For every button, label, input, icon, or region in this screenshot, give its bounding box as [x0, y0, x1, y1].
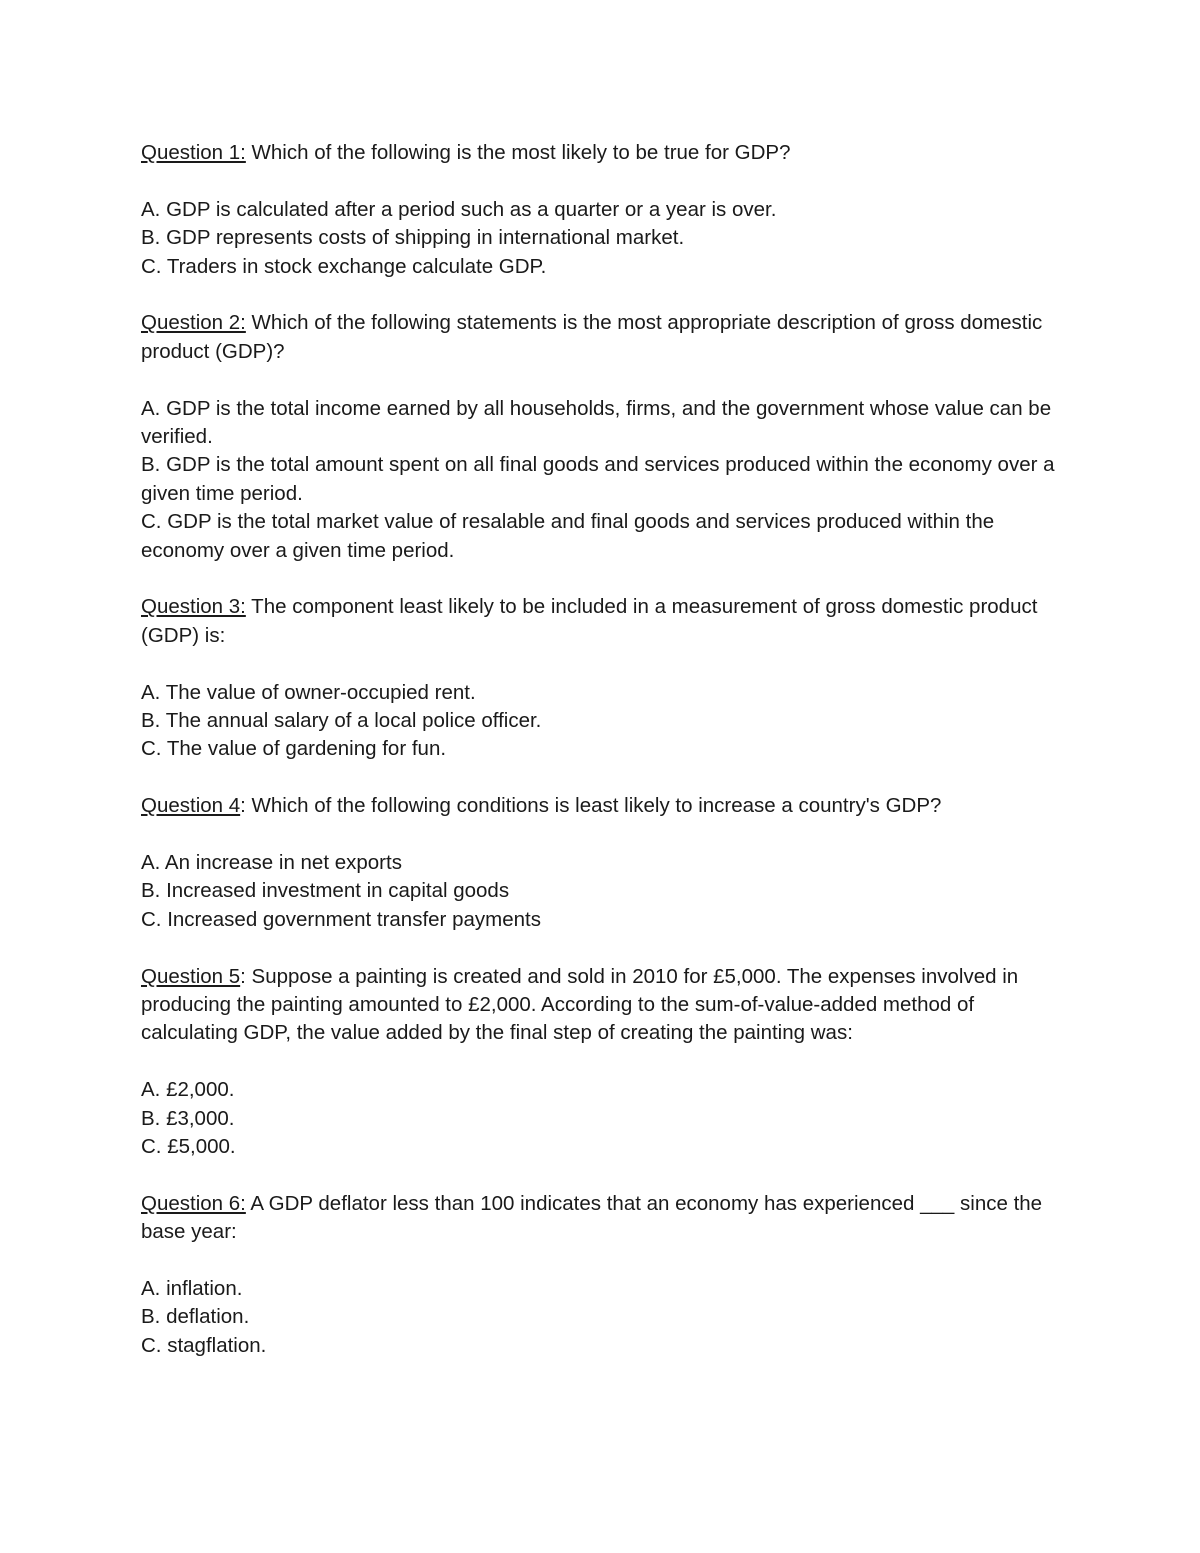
answer-option-a: A. The value of owner-occupied rent. [141, 680, 476, 704]
question-text [141, 963, 1066, 1048]
answer-option-c: C. £5,000. [141, 1135, 236, 1159]
answer-options [141, 1076, 1066, 1161]
answer-options [141, 196, 1066, 281]
answer-option-a: A. inflation. [141, 1277, 243, 1301]
answer-option-a: A. £2,000. [141, 1078, 235, 1102]
question-body: The component least likely to be included in a measurement of gross domestic product (GDP) is: [141, 595, 1038, 647]
question-label: Question 4 [141, 794, 241, 818]
question-body: Which of the following is the most likely to be true for GDP? [245, 141, 791, 164]
question-label: Question 6: [141, 1191, 246, 1215]
question-label: Question 1: [141, 141, 246, 164]
question-4 [141, 792, 1066, 934]
question-text [141, 309, 1066, 366]
answer-option-c: C. Traders in stock exchange calculate GDP. [141, 254, 547, 278]
answer-option-c: C. The value of gardening for fun. [141, 737, 447, 761]
question-body: A GDP deflator less than 100 indicates that an economy has experienced ___ since the base year: [141, 1191, 1043, 1244]
question-2 [141, 309, 1066, 565]
answer-option-a: A. An increase in net exports [141, 851, 402, 875]
answer-option-c: C. stagflation. [141, 1333, 267, 1357]
answer-options [141, 849, 1066, 934]
question-text [141, 139, 1066, 167]
answer-options [141, 395, 1066, 565]
answer-option-a: A. GDP is the total income earned by all households, firms, and the government whose value can be verified. [141, 396, 1052, 449]
question-label: Question 3: [141, 595, 246, 619]
answer-option-b: B. GDP represents costs of shipping in international market. [141, 226, 685, 250]
question-3 [141, 593, 1066, 763]
question-text [141, 1190, 1066, 1247]
answer-options [141, 679, 1066, 764]
answer-option-c: C. Increased government transfer payments [141, 907, 541, 931]
document-page [141, 139, 1066, 1389]
question-body: Which of the following statements is the most appropriate description of gross domestic product (GDP)? [141, 311, 1043, 363]
answer-option-b: B. deflation. [141, 1305, 250, 1329]
question-body: : Which of the following conditions is least likely to increase a country's GDP? [240, 794, 942, 818]
answer-option-b: B. The annual salary of a local police officer. [141, 709, 542, 733]
question-6 [141, 1190, 1066, 1360]
question-label: Question 2: [141, 311, 246, 335]
answer-options [141, 1275, 1066, 1360]
answer-option-b: B. £3,000. [141, 1106, 235, 1130]
question-text [141, 593, 1066, 650]
answer-option-a: A. GDP is calculated after a period such as a quarter or a year is over. [141, 197, 777, 221]
question-body: : Suppose a painting is created and sold in 2010 for £5,000. The expenses involved in producing the painting amounted to £2,000. According to the sum-of-value-added method of calculating GDP, the value added by the final step of creating the painting was: [141, 964, 1019, 1045]
answer-option-b: B. Increased investment in capital goods [141, 879, 510, 903]
question-5 [141, 963, 1066, 1162]
question-1 [141, 139, 1066, 281]
question-text [141, 792, 1066, 820]
answer-option-c: C. GDP is the total market value of resalable and final goods and services produced within the economy over a given time period. [141, 510, 995, 562]
question-label: Question 5 [141, 964, 241, 988]
answer-option-b: B. GDP is the total amount spent on all final goods and services produced within the economy over a given time period. [141, 453, 1055, 505]
